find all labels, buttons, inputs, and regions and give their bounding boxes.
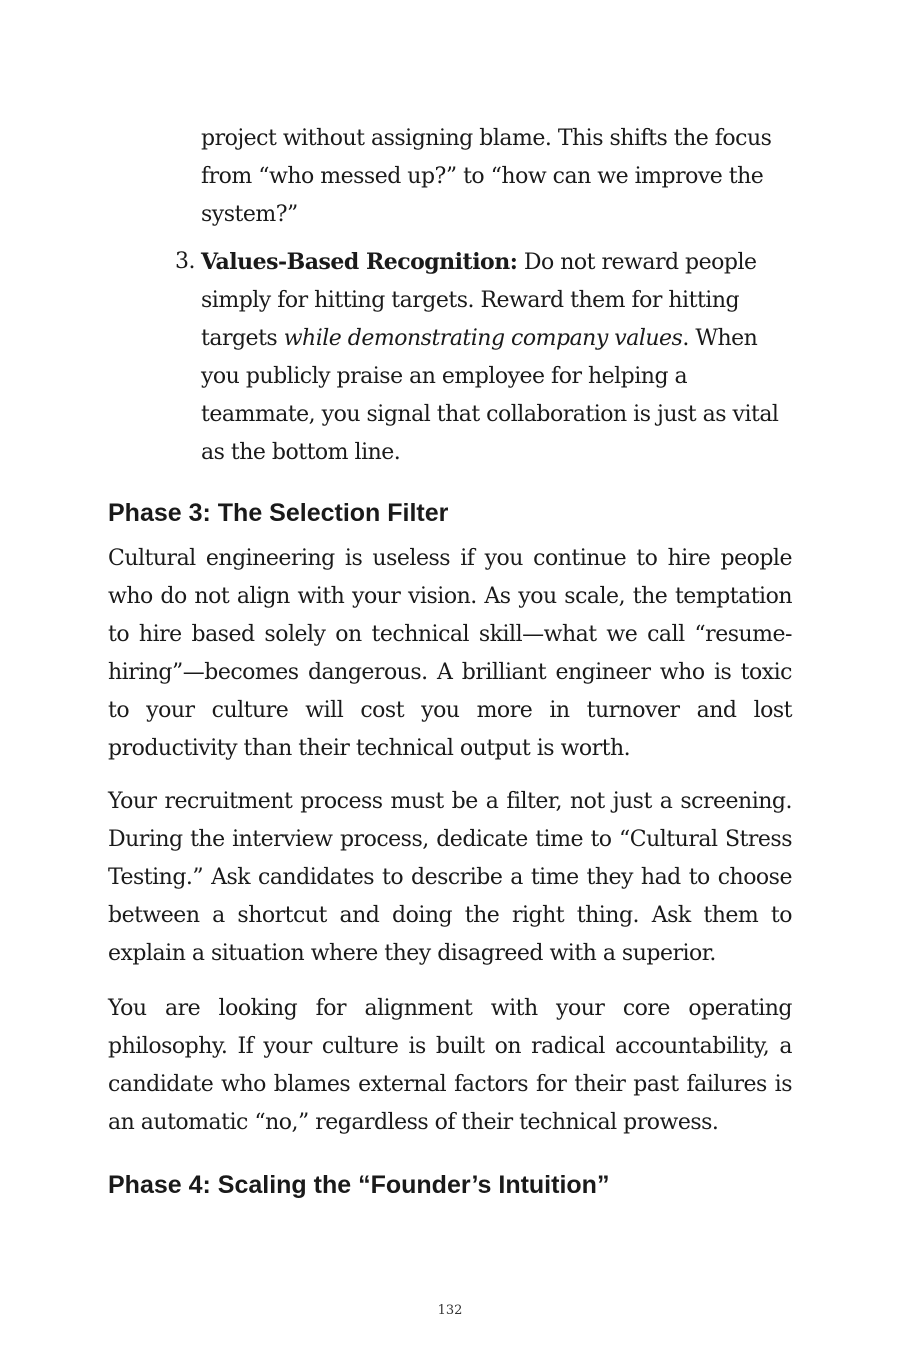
- list-item-values-based-recognition: [175, 243, 791, 472]
- paragraph: Cultural engineering is useless if you continue to hire people who do not align with your vision. As you scale, the temptation to hire based solely on technical skill—what we call “resume-hiring”—becomes dangerous. A brilliant engineer who is toxic to your culture will cost you more in turnover and lost productivity than their technical output is worth.: [108, 546, 792, 761]
- section-heading-phase-3: Phase 3: The Selection Filter: [108, 499, 449, 527]
- list-item-text-a: Do not reward people simply for hitting targets. Reward them for hitting targets: [201, 250, 757, 351]
- section-heading-phase-4: Phase 4: Scaling the “Founder’s Intuition”: [108, 1171, 610, 1199]
- list-item-text-b: . When you publicly praise an employee for helping a teammate, you signal that collaboration is just as vital as the bottom line.: [201, 326, 779, 465]
- list-item-continued-text: project without assigning blame. This shifts the focus from “who messed up?” to “how can we improve the system?”: [201, 126, 772, 227]
- list-item-title: Values-Based Recognition:: [201, 249, 518, 275]
- paragraph: You are looking for alignment with your core operating philosophy. If your culture is built on radical accountability, a candidate who blames external factors for their past failures is an automatic “no,” regardless of their technical prowess.: [108, 996, 792, 1135]
- list-item-text-italic: while demonstrating company values: [283, 326, 683, 351]
- page-number: 132: [437, 1303, 463, 1318]
- list-item-continued: [201, 120, 791, 234]
- paragraph: Your recruitment process must be a filter, not just a screening. During the interview process, dedicate time to “Cultural Stress Testing.” Ask candidates to describe a time they had to choose between a shortcut and doing the right thing. Ask them to explain a situation where they disagreed with a superior.: [108, 789, 792, 966]
- list-item-number: 3.: [175, 249, 195, 274]
